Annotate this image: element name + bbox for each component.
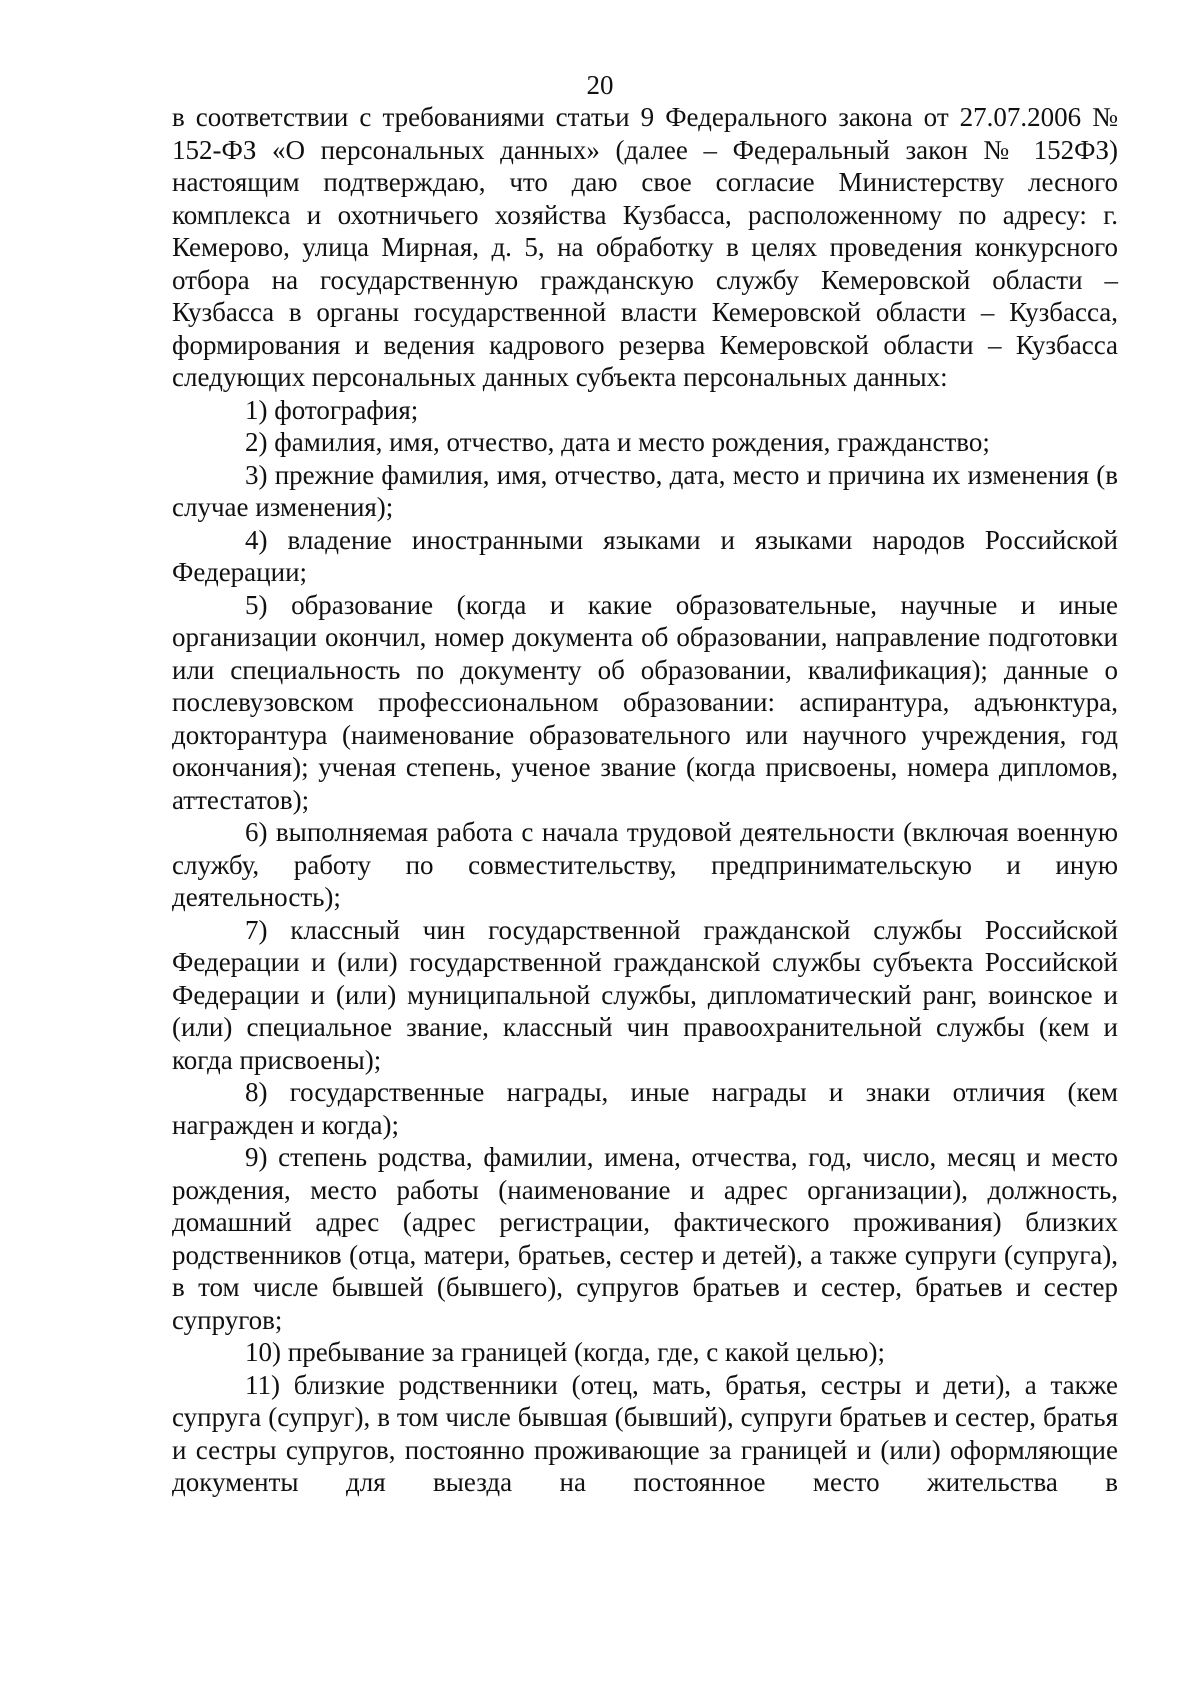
list-item-1: 1) фотография; xyxy=(245,394,419,425)
page-number: 20 xyxy=(586,70,614,100)
list-item-11: 11) близкие родственники (отец, мать, братья, сестры и дети), а также супруга (супруг), в том числе бывшая (бывший), супруги братьев и сестер, братья и сестры супругов, постоянно проживающие за границей и (или) оформляющие документы для выезда на постоянное место жительства в xyxy=(172,1369,1118,1497)
document-body xyxy=(172,101,1118,1499)
list-item-2: 2) фамилия, имя, отчество, дата и место рождения, гражданство; xyxy=(245,427,990,457)
list-item-8: 8) государственные награды, иные награды и знаки отличия (кем награжден и когда); xyxy=(172,1077,1118,1140)
list-item-5: 5) образование (когда и какие образовательные, научные и иные организации окончил, номер документа об образовании, направление подготовки или специальность по документу об образовании, квалификация); данные о послевузовском профессиональном образовании: аспирантура, адъюнктура, докторантура (наименование образовательного или научного учреждения, год окончания); ученая степень, ученое звание (когда присвоены, номера дипломов, аттестатов); xyxy=(172,589,1118,815)
list-item-3: 3) прежние фамилия, имя, отчество, дата, место и причина их изменения (в случае изменения); xyxy=(172,459,1118,522)
list-item-10: 10) пребывание за границей (когда, где, с какой целью); xyxy=(245,1337,885,1367)
list-item-6: 6) выполняемая работа с начала трудовой деятельности (включая военную службу, работу по совместительству, предпринимательскую и иную деятельность); xyxy=(172,817,1118,912)
paragraph-consent-intro: в соответствии с требованиями статьи 9 Федерального закона от 27.07.2006 № 152-ФЗ «О персональных данных» (далее – Федеральный закон № 152ФЗ) настоящим подтверждаю, что даю свое согласие Министерству лесного комплекса и охотничьего хозяйства Кузбасса, расположенному по адресу: г. Кемерово, улица Мирная, д. 5, на обработку в целях проведения конкурсного отбора на государственную гражданскую службу Кемеровской области – Кузбасса в органы государственной власти Кемеровской области – Кузбасса, формирования и ведения кадрового резерва Кемеровской области – Кузбасса следующих персональных данных субъекта персональных данных: xyxy=(172,102,1118,392)
list-item-9: 9) степень родства, фамилии, имена, отчества, год, число, месяц и место рождения, место работы (наименование и адрес организации), должность, домашний адрес (адрес регистрации, фактического проживания) близких родственников (отца, матери, братьев, сестер и детей), а также супруги (супруга), в том числе бывшей (бывшего), супругов братьев и сестер, братьев и сестер супругов; xyxy=(172,1142,1118,1335)
list-item-4: 4) владение иностранными языками и языками народов Российской Федерации; xyxy=(172,524,1118,587)
list-item-7: 7) классный чин государственной гражданской службы Российской Федерации и (или) государственной гражданской службы субъекта Российской Федерации и (или) муниципальной службы, дипломатический ранг, воинское и (или) специальное звание, классный чин правоохранительной службы (кем и когда присвоены); xyxy=(172,914,1118,1075)
